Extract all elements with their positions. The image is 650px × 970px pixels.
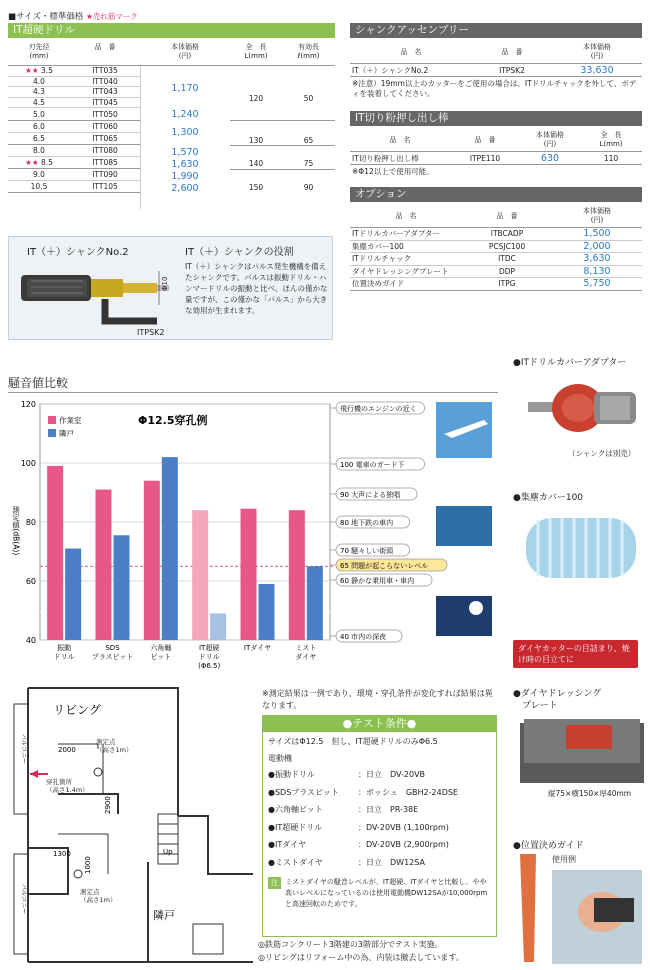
pusher-note: ※Φ12以上で使用可能。 (352, 167, 434, 176)
price-cell: 2,000 (583, 240, 611, 252)
length-cell: 110 (603, 154, 619, 163)
col-price: 本体価格 (円) (536, 131, 564, 148)
code-cell: ITT043 (92, 87, 118, 96)
side-adapter-label: ●ITドリルカバーアダプター (513, 358, 627, 368)
floor-dim4: 1000 (84, 856, 92, 874)
adapter-image (518, 374, 643, 446)
legend-label-next: 隣戸 (59, 429, 74, 438)
dia-cell: 4.0 (33, 76, 45, 86)
dia-cell: 4.5 (33, 97, 45, 107)
floor-measure1: 測定点 （高さ1m） (96, 738, 133, 754)
table-row (8, 133, 140, 145)
note-tag: 注記 (268, 877, 281, 889)
x-tick-label: ミスト (295, 644, 317, 652)
ref-label: 60 静かな乗用車・車内 (340, 577, 415, 585)
shank-drill-image (17, 261, 177, 336)
col-name: 品 名 (400, 48, 422, 56)
y-tick-label: 100 (20, 459, 36, 468)
ref-label: 65 問題が起こらないレベル (340, 562, 429, 570)
bar-next (162, 457, 178, 640)
ref-label: 40 市内の深夜 (340, 633, 387, 641)
test-foot2: ◎リビングはリフォーム中の為、内装は撤去しています。 (258, 953, 464, 962)
x-tick-label: 振動 (57, 644, 72, 652)
code-cell: ITT035 (92, 66, 118, 75)
legend-swatch-next (48, 429, 56, 437)
code-cell: ITPG (498, 279, 516, 288)
x-tick-label: ITダイヤ (243, 644, 272, 652)
ref-label: 飛行機のエンジンの近く (340, 405, 417, 413)
bar-next (259, 584, 275, 640)
tool-name: ●ミストダイヤ (268, 857, 323, 867)
floor-next: 隣戸 (153, 909, 175, 922)
bar-work (144, 481, 160, 640)
code-cell: ITBCADP (490, 229, 524, 238)
test-annotation (263, 871, 496, 910)
tool-value: ：DV-20VB (1,100rpm) (358, 822, 449, 832)
shank-role-text: IT（＋）シャンクはパルス発生機構を備えたシャンクです。パルスは振動ドリル・ハンマードリルの振動と比べ、ほんの僅かな量ですが、この僅かな「パルス」から大きな効用が生まれます。 (185, 262, 328, 315)
y-tick-label: 60 (25, 577, 36, 586)
tool-name: ●SDSプラスビット (268, 787, 339, 797)
ref-label: 70 騒々しい街頭 (340, 547, 394, 555)
length-cell: 120 (248, 94, 264, 103)
table-row (8, 98, 140, 109)
code-cell: ITT040 (92, 76, 118, 86)
header-title: ■サイズ・標準価格 (8, 12, 84, 22)
code-cell: ITT060 (92, 122, 118, 131)
floor-balcony1: バルコニー (20, 734, 27, 765)
price-cell: 1,570 (171, 147, 199, 158)
tool-value: ：DV-20VB (2,900rpm) (358, 840, 449, 849)
drill-header (8, 40, 335, 66)
x-tick-label: プラスビット (91, 653, 134, 661)
price-cell: 5,750 (583, 278, 611, 289)
floor-plan (8, 684, 258, 966)
code-cell: ITT080 (92, 146, 118, 155)
col-code: 品 番 (496, 212, 518, 220)
table-row (350, 228, 642, 241)
dia-cell: 10.5 (30, 182, 48, 191)
floor-balcony2: バルコニー (20, 884, 27, 915)
name-cell: IT（＋）シャンクNo.2 (352, 66, 429, 75)
table-row (8, 121, 140, 133)
ref-label: 90 大声による独唱 (340, 491, 401, 499)
ref-label: 80 地下鉄の車内 (340, 519, 394, 527)
drill-body (8, 66, 335, 209)
price-cell: 1,170 (171, 83, 199, 94)
tool-name: ●振動ドリル (268, 770, 315, 779)
table-row (350, 278, 642, 291)
dia-cell: 8.0 (33, 146, 45, 155)
guide-image (516, 854, 642, 966)
shank-label: IT（＋）シャンクNo.2 (27, 247, 129, 258)
col-code: 品 番 (474, 136, 496, 144)
table-row (8, 77, 140, 88)
price-cell: 8,130 (583, 265, 611, 277)
name-cell: ダイヤドレッシングプレート (352, 266, 449, 276)
col-price: 本体価格 (円) (171, 43, 199, 60)
shank-info-box (8, 236, 333, 340)
bar-next (65, 549, 81, 640)
code-cell: DDP (498, 266, 516, 276)
shank-dim-label: Φ10 (161, 276, 169, 291)
floor-living: リビング (53, 703, 101, 717)
star-mark: ★★ (25, 158, 39, 167)
x-tick-label: ビット (150, 653, 172, 661)
x-tick-label: 六角軸 (150, 644, 172, 652)
length-cell: 140 (248, 159, 264, 168)
plate-callout: ダイヤカッターの目詰まり、焼け時の目立てに (513, 640, 638, 668)
code-cell: ITT105 (92, 182, 118, 191)
tool-value: ：ボッシュ GBH2-24DSE (358, 787, 458, 797)
star-mark: ★★ (25, 66, 39, 75)
name-cell: ITドリルカバーアダプター (352, 229, 440, 238)
code-cell: ITPSK2 (499, 66, 525, 75)
code-cell: ITPE110 (469, 154, 501, 163)
tool-row (268, 819, 491, 837)
dust-cover-image (522, 508, 642, 586)
code-cell: ITT085 (92, 158, 118, 167)
y-tick-label: 40 (25, 636, 36, 645)
floor-hole: 穿孔箇所 （高さ1.4m） (46, 778, 89, 794)
divider (230, 169, 335, 170)
guide-example: 使用例 (552, 855, 576, 864)
divider (230, 145, 335, 146)
table-row (8, 169, 140, 181)
tool-name: ●IT超硬ドリル (268, 822, 323, 832)
col-price: 本体価格 (円) (583, 207, 611, 224)
tool-name: ●六角軸ビット (268, 805, 323, 814)
table-row (350, 266, 642, 279)
price-cell: 1,500 (583, 228, 611, 239)
table-row (350, 64, 642, 77)
x-tick-label: ドリル (198, 653, 220, 661)
header (8, 10, 138, 22)
bar-work (192, 510, 208, 640)
code-cell: ITDC (498, 254, 516, 263)
test-title: ●テスト条件● (263, 716, 496, 732)
bar-next (114, 535, 130, 640)
floor-dim1: 2000 (58, 746, 76, 754)
bar-work (96, 490, 112, 640)
dia-cell: 6.5 (33, 134, 45, 143)
bar-work (47, 466, 63, 640)
legend-swatch-work (48, 416, 56, 424)
col-dia: 刃先径 (mm) (28, 43, 50, 60)
tool-row (268, 801, 491, 819)
table-row (350, 241, 642, 254)
name-cell: ITドリルチャック (352, 254, 412, 263)
floor-dim2: 2900 (104, 796, 112, 814)
y-axis-label: 測定値(dB(A)) (11, 506, 21, 556)
shank-part-label: ITPSK2 (137, 328, 165, 336)
options-title: オプション (350, 187, 642, 202)
shank-note: ※注意）19mm以上のカッターをご使用の場合は、ITドリルチャックを外して、ボディを装着してください。 (352, 79, 637, 98)
test-note: ※測定結果は一例であり、環境・穿孔条件が変化すれば結果は異なります。 (262, 689, 493, 710)
train-icon (436, 506, 492, 546)
col-code: 品 番 (501, 48, 523, 56)
divider (140, 66, 335, 209)
side-plate-label: ●ダイヤドレッシング プレート (513, 689, 602, 711)
ref-label: 100 電車のガード下 (340, 461, 405, 469)
noise-chart (8, 396, 498, 676)
table-row (8, 145, 140, 157)
table-row (8, 181, 140, 193)
tool-row (268, 854, 491, 872)
table-row (8, 157, 140, 169)
x-tick-label: ドリル (53, 653, 75, 661)
table-row (8, 66, 140, 77)
noise-divider (8, 392, 498, 393)
price-cell: 33,630 (580, 65, 614, 76)
divider (230, 120, 335, 121)
effective-cell: 50 (303, 94, 314, 103)
shank-table (350, 40, 642, 99)
tool-value: ：日立 DV-20VB (358, 770, 426, 779)
plate-dim: 縦75×横150×厚40mm (548, 789, 632, 798)
tool-row (268, 836, 491, 854)
table-row (350, 152, 642, 165)
col-name: 品 名 (389, 136, 411, 144)
chart-heading: Φ12.5穿孔例 (138, 414, 208, 427)
effective-cell: 90 (303, 183, 314, 192)
dia-cell: 4.3 (33, 87, 45, 96)
floor-dim3: 1300 (53, 850, 71, 858)
price-cell: 3,630 (583, 253, 611, 264)
price-cell: 1,240 (171, 109, 199, 120)
col-length: 全 長 L(mm) (244, 43, 268, 60)
shank-role-title: IT（＋）シャンクの役割 (185, 247, 294, 258)
x-tick-label: IT超硬 (198, 644, 220, 652)
noise-title: 騒音値比較 (8, 376, 69, 390)
col-name: 品 名 (395, 212, 417, 220)
price-cell: 2,600 (171, 183, 199, 194)
options-table (350, 204, 642, 291)
test-box (262, 715, 497, 937)
dia-cell: 9.0 (33, 170, 45, 179)
table-row (8, 87, 140, 98)
moon-icon (469, 601, 483, 615)
pusher-table (350, 128, 642, 177)
bar-next (210, 613, 226, 640)
side-guide-label: ●位置決めガイド (513, 841, 584, 851)
x-tick-label: SDS (105, 644, 120, 652)
code-cell: ITT065 (92, 134, 118, 143)
drill-title: IT超硬ドリル (8, 23, 335, 38)
effective-cell: 65 (303, 136, 314, 145)
price-cell: 1,300 (171, 127, 199, 138)
effective-cell: 75 (303, 159, 314, 168)
length-cell: 150 (248, 183, 264, 192)
plate-image (520, 715, 644, 783)
y-tick-label: 120 (20, 400, 36, 409)
name-cell: 位置決めガイド (352, 279, 405, 288)
price-cell: 1,990 (171, 171, 199, 182)
note-text: ミストダイヤの騒音レベルが、IT超硬、ITダイヤと比較し、やや高いレベルになっているのは使用電動機DW12SAが10,000rpmと高速回転のためです。 (285, 878, 488, 908)
code-cell: ITT045 (92, 97, 118, 107)
dia-cell: 8.5 (40, 158, 53, 167)
bar-next (307, 566, 323, 640)
x-tick-label: (Φ6.5) (198, 662, 221, 670)
tool-row (268, 766, 491, 784)
adapter-note: （シャンクは別売） (568, 449, 636, 458)
bar-work (289, 510, 305, 640)
floor-up: Up (163, 848, 173, 856)
tool-name: ●ITダイヤ (268, 840, 307, 849)
legend-label-work: 作業室 (59, 416, 82, 425)
drill-table (8, 40, 335, 209)
price-cell: 630 (540, 153, 560, 164)
tool-row (268, 784, 491, 802)
length-cell: 130 (248, 136, 264, 145)
tool-value: ：日立 DW12SA (358, 857, 425, 867)
dia-cell: 5.0 (33, 110, 45, 119)
table-row (350, 253, 642, 266)
col-price: 本体価格 (円) (583, 43, 611, 60)
pusher-title: IT切り粉押し出し棒 (350, 111, 642, 126)
name-cell: 集塵カバー100 (352, 241, 404, 251)
code-cell: ITT050 (92, 110, 118, 119)
code-cell: ITT090 (92, 170, 118, 179)
code-cell: PCSJC100 (488, 241, 526, 251)
test-tools (263, 766, 496, 871)
test-foot1: ◎鉄筋コンクリート3階建の3階部分でテスト実施。 (258, 940, 443, 949)
test-size: サイズはΦ12.5 但し、IT超硬ドリルのみΦ6.5 (268, 737, 438, 746)
side-dust-label: ●集塵カバー100 (513, 493, 584, 503)
shank-title: シャンクアッセンブリー (350, 23, 642, 38)
x-tick-label: ダイヤ (295, 653, 317, 661)
name-cell: IT切り粉押し出し棒 (352, 154, 419, 163)
star-note: ★売れ筋マーク (86, 12, 138, 21)
col-length: 全 長 L(mm) (599, 131, 623, 148)
drill-rows-list (8, 66, 140, 193)
night-city-icon (436, 596, 492, 636)
col-code: 品 番 (94, 43, 116, 51)
y-tick-label: 80 (25, 518, 36, 527)
dia-cell: 3.5 (40, 66, 53, 75)
price-cell: 1,630 (171, 159, 199, 170)
tool-value: ：日立 PR-38E (358, 805, 419, 814)
col-effective: 有効長 ℓ(mm) (297, 43, 320, 60)
test-tool-head: 電動機 (268, 754, 292, 763)
table-row (8, 108, 140, 121)
bar-work (241, 509, 257, 640)
floor-measure2: 測定点 （高さ1m） (80, 888, 117, 904)
dia-cell: 6.0 (33, 122, 45, 131)
